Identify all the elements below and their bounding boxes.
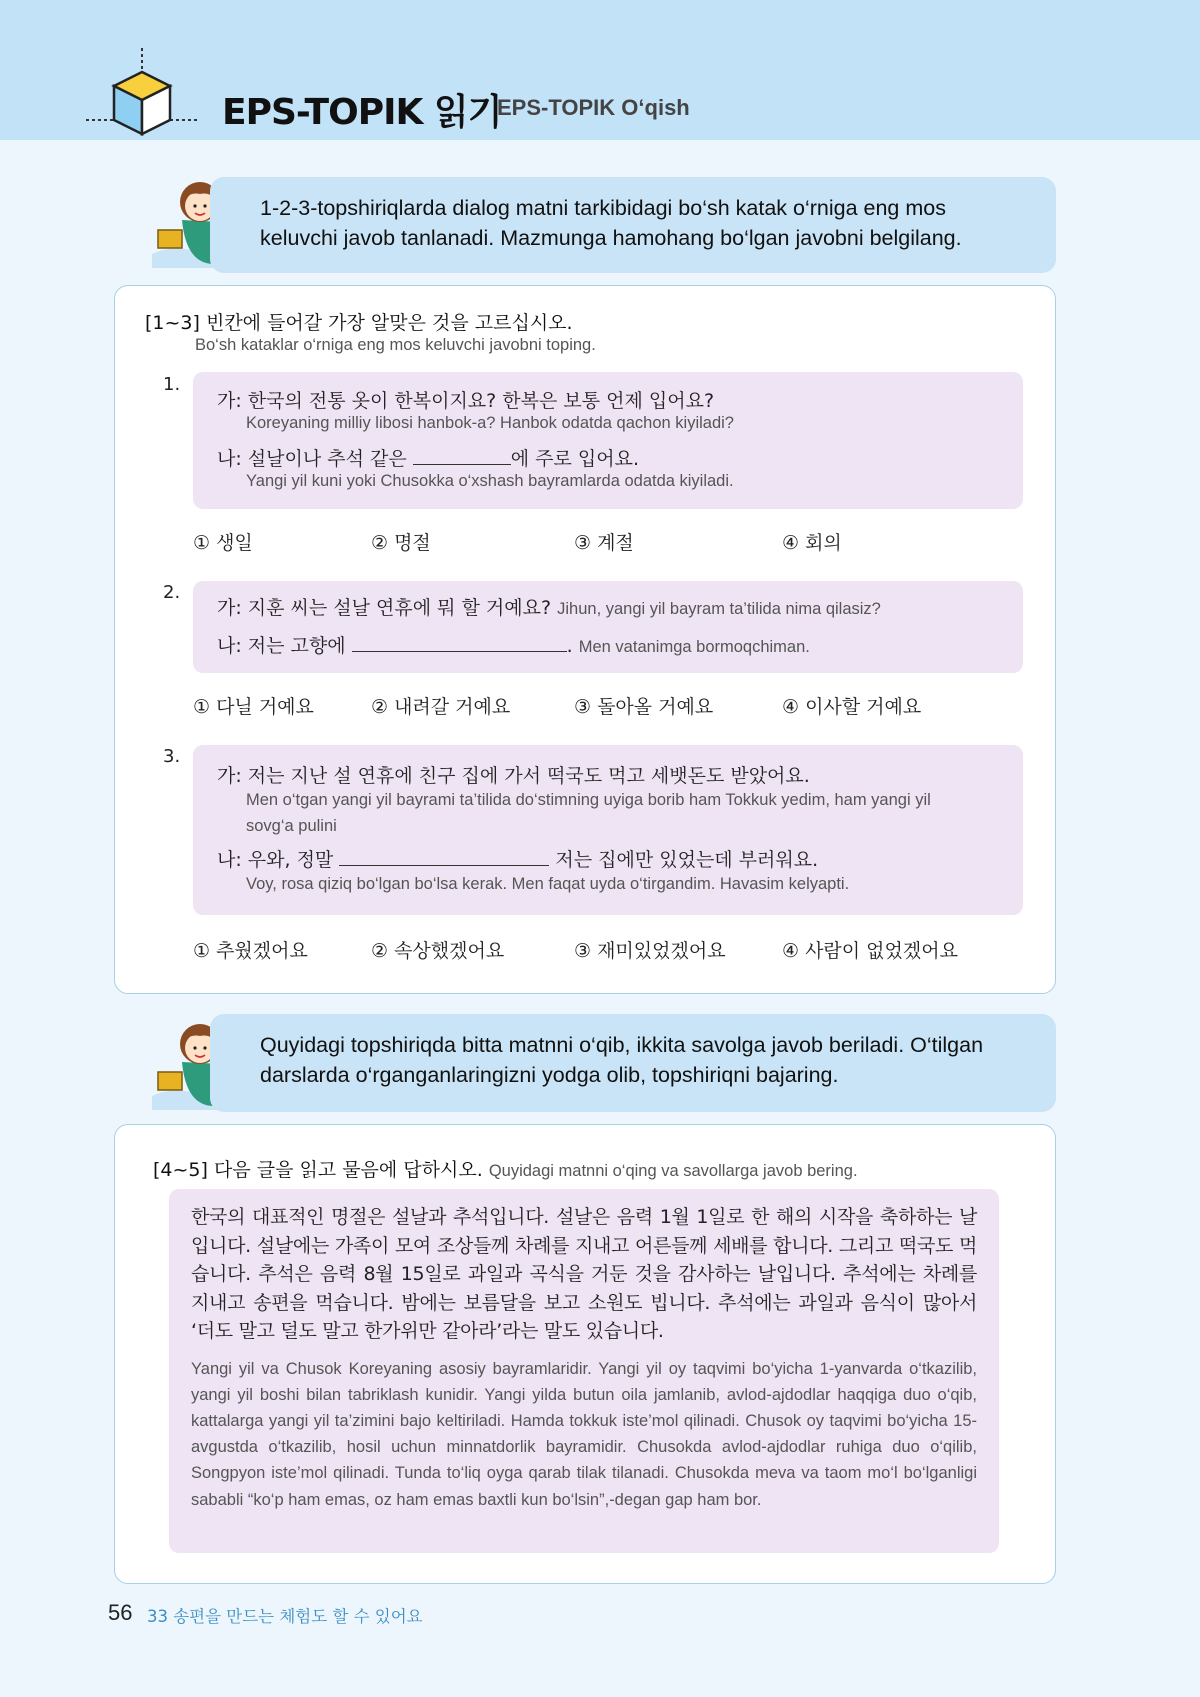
instruction-box-2: Quyidagi topshiriqda bitta matnni o‘qib, ikkita savolga javob beriladi. O‘tilgan darslarda o‘rganganlaringizni yodga olib, topshiriqni bajaring. [210, 1014, 1056, 1112]
answer-option[interactable]: ② 내려갈 거예요 [371, 696, 511, 718]
instruction-box-1: 1-2-3-topshiriqlarda dialog matni tarkibidagi bo‘sh katak o‘rniga eng mos keluvchi javob tanlanadi. Mazmunga hamohang bo‘lgan javobni belgilang. [210, 177, 1056, 273]
answer-option[interactable]: ③ 계절 [574, 532, 634, 554]
answer-option[interactable]: ① 추웠겠어요 [193, 940, 308, 962]
dialog-text: . [566, 635, 573, 657]
answer-option[interactable]: ③ 돌아올 거예요 [574, 696, 714, 718]
page-number: 56 [108, 1600, 133, 1625]
question-number: 3. [163, 746, 181, 767]
dialog-line-b [217, 845, 818, 872]
answer-option[interactable]: ② 속상했겠어요 [371, 940, 505, 962]
answer-option[interactable]: ① 다닐 거예요 [193, 696, 314, 718]
reading-passage [169, 1189, 999, 1553]
page-title: EPS-TOPIK 읽기 [222, 92, 502, 133]
section-subheading: Quyidagi matnni o‘qing va savollarga javob bering. [488, 1162, 858, 1180]
dialog-text: 가: 지훈 씨는 설날 연휴에 뭐 할 거예요? [217, 597, 552, 619]
section-heading: [1~3] 빈칸에 들어갈 가장 알맞은 것을 고르십시오. [145, 312, 573, 334]
dialog-text: 저는 집에만 있었는데 부러워요. [549, 849, 819, 871]
dialog-box [193, 745, 1023, 915]
dialog-translation-b: Yangi yil kuni yoki Chusokka o‘xshash bayramlarda odatda kiyiladi. [246, 472, 734, 490]
dialog-translation-a: Koreyaning milliy libosi hanbok-a? Hanbok odatda qachon kiyiladi? [246, 414, 734, 432]
section-heading [153, 1155, 858, 1182]
answer-option[interactable]: ③ 재미있었겠어요 [574, 940, 726, 962]
dialog-line-a [217, 593, 881, 620]
answer-blank [339, 847, 549, 866]
dialog-text: 에 주로 입어요. [510, 448, 639, 470]
section-subheading: Bo‘sh kataklar o‘rniga eng mos keluvchi javobni toping. [195, 336, 596, 354]
dialog-line-b [217, 631, 810, 658]
questions-panel [114, 285, 1056, 994]
answer-option[interactable]: ④ 사람이 없었겠어요 [782, 940, 958, 962]
dialog-translation-b: Men vatanimga bormoqchiman. [578, 638, 810, 656]
cube-icon [86, 48, 201, 138]
dialog-box [193, 581, 1023, 673]
dialog-box [193, 372, 1023, 509]
reading-panel [114, 1124, 1056, 1584]
reading-text-ko: 한국의 대표적인 명절은 설날과 추석입니다. 설날은 음력 1월 1일로 한 해의 시작을 축하하는 날입니다. 설날에는 가족이 모여 조상들께 차례를 지내고 어른들께 세배를 합니다. 그리고 떡국도 먹습니다. 추석은 음력 8월 15일로 과일과 곡식을 거둔 것을 감사하는 날입니다. 추석에는 차례를 지내고 송편을 먹습니다. 밤에는 보름달을 보고 소원도 빕니다. 추석에는 과일과 음식이 많아서 ‘더도 말고 덜도 말고 한가위만 같아라’라는 말도 있습니다. [191, 1206, 977, 1342]
answer-blank [413, 446, 511, 465]
answer-option[interactable]: ④ 이사할 거예요 [782, 696, 922, 718]
reading-text-uz: Yangi yil va Chusok Koreyaning asosiy bayramlaridir. Yangi yil oy taqvimi bo‘yicha 1-yanvarda o‘tkazilib, yangi yil boshi bilan tabriklash kunidir. Yangi yilda butun oila jamlanib, avlod-ajdodlar haqqiga duo o‘qib, kattalarga yangi yil ta’zimini bajo keltiriladi. Hamda tokkuk iste’mol qilinadi. Chusok oy taqvimi bo‘yicha 15-avgustda o‘tkazilib, hosil uchun minnatdorlik bayramidir. Chusokda avlod-ajdodlar ruhiga duo o‘qilib, Songpyon iste’mol qilinadi. Tunda to‘liq oyga qarab tilak tilanadi. Chusokda meva va taom mo‘l bo‘lganligi sababli “ko‘p ham emas, oz ham emas baxtli kun bo‘lsin”,-degan gap ham bor. [191, 1359, 977, 1509]
answer-option[interactable]: ① 생일 [193, 532, 253, 554]
answer-blank [352, 633, 567, 652]
answer-option[interactable]: ④ 회의 [782, 532, 842, 554]
dialog-text: 나: 저는 고향에 [217, 635, 352, 657]
dialog-text: 나: 설날이나 추석 같은 [217, 448, 413, 470]
dialog-line-a: 가: 저는 지난 설 연휴에 친구 집에 가서 떡국도 먹고 세뱃돈도 받았어요. [217, 765, 810, 787]
dialog-line-a: 가: 한국의 전통 옷이 한복이지요? 한복은 보통 언제 입어요? [217, 390, 715, 412]
page-header [0, 0, 1200, 140]
dialog-translation-a: Men o‘tgan yangi yil bayrami ta’tilida do‘stimning uyiga borib ham Tokkuk yedim, ham yangi yil sovg‘a pulini [246, 791, 931, 835]
dialog-translation-a: Jihun, yangi yil bayram ta’tilida nima qilasiz? [557, 600, 881, 618]
dialog-text: 나: 우와, 정말 [217, 849, 340, 871]
dialog-translation-b: Voy, rosa qiziq bo‘lgan bo‘lsa kerak. Men faqat uyda o‘tirgandim. Havasim kelyapti. [246, 875, 850, 893]
page-subtitle: EPS-TOPIK O‘qish [497, 95, 690, 120]
section-heading-ko: [4~5] 다음 글을 읽고 물음에 답하시오. [153, 1159, 483, 1181]
dialog-line-b [217, 444, 639, 471]
answer-option[interactable]: ② 명절 [371, 532, 431, 554]
question-number: 1. [163, 374, 181, 395]
lesson-title: 33 송편을 만드는 체험도 할 수 있어요 [147, 1607, 423, 1626]
question-number: 2. [163, 582, 181, 603]
